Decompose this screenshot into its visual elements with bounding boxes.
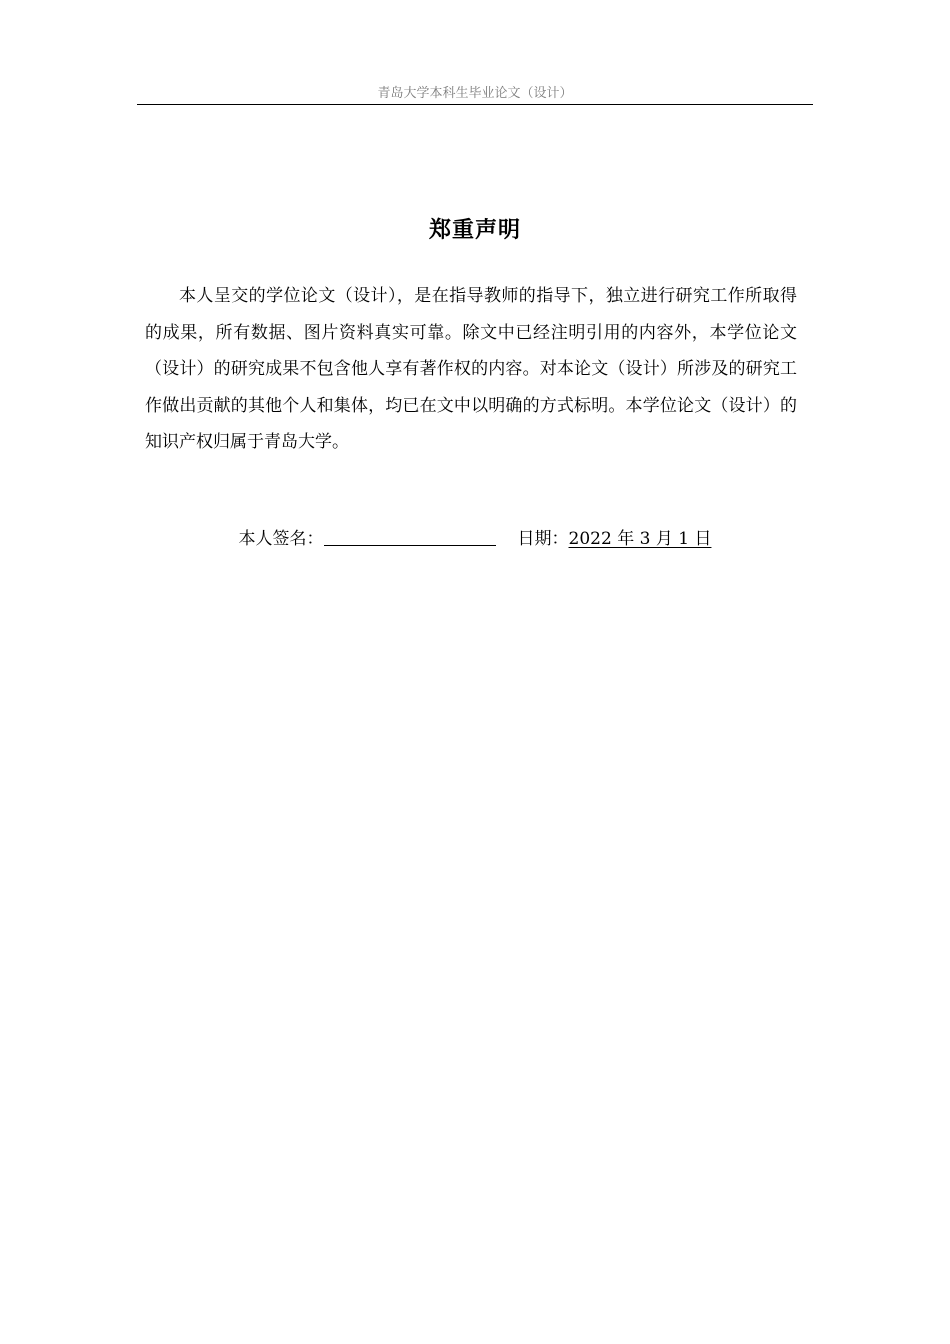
document-title: 郑重声明 — [428, 218, 521, 243]
declaration-paragraph: 本人呈交的学位论文（设计），是在指导教师的指导下，独立进行研究工作所取得的成果，所有数据、图片资料真实可靠。除文中已经注明引用的内容外，本学位论文（设计）的研究成果不包含他人享有著作权的内容。对本论文（设计）所涉及的研究工作做出贡献的其他个人和集体，均已在文中以明确的方式标明。本学位论文（设计）的知识产权归属于青岛大学。 — [145, 286, 797, 452]
header-text: 青岛大学本科生毕业论文（设计） — [377, 86, 573, 101]
page-header — [137, 86, 813, 105]
date-value: 2022 年 3 月 1 日 — [568, 529, 712, 549]
date-label: 日期： — [517, 529, 569, 549]
signature-label: 本人签名： — [238, 529, 324, 549]
signature-line — [324, 527, 496, 546]
signature-row — [0, 524, 950, 554]
